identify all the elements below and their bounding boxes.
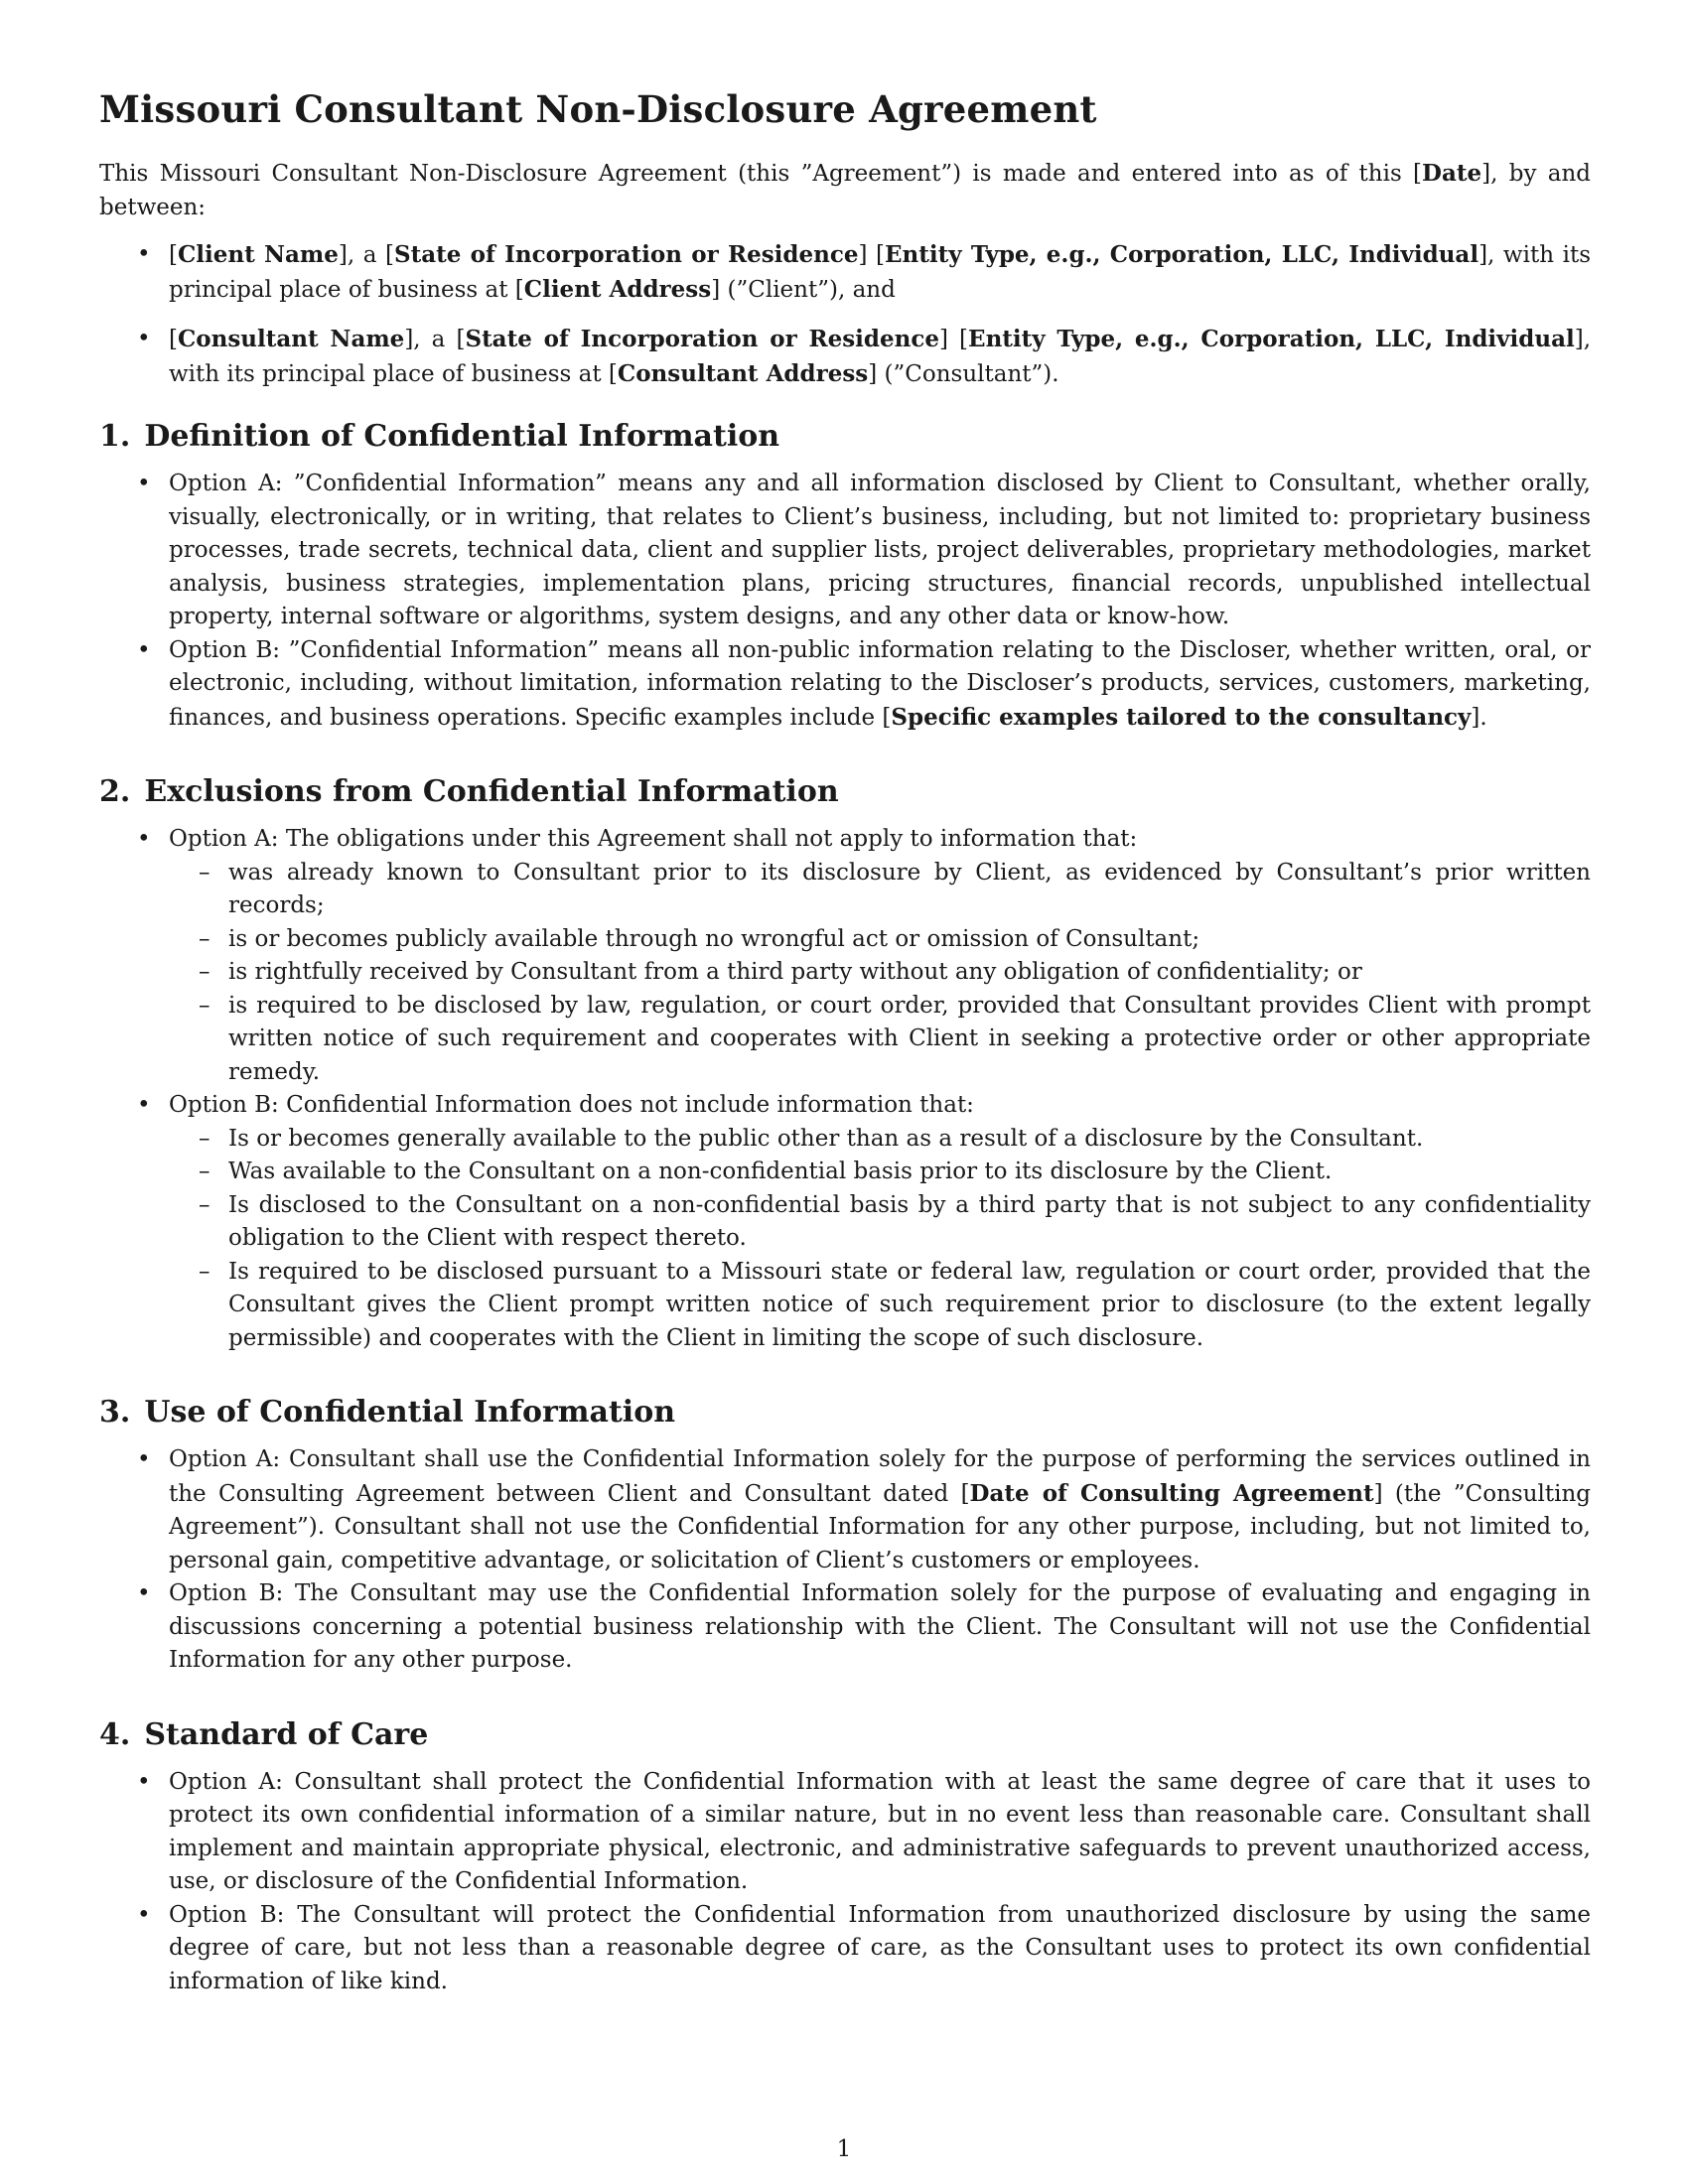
parties-list [99,238,1591,391]
section-2-option-a-list [169,857,1591,1090]
list-item: – Is disclosed to the Consultant on a non-confidential basis by a third party that is not subject to any confidentiality obligation to the Client with respect thereto. [169,1189,1591,1256]
date-placeholder: Date [1422,160,1482,187]
section-1-option-b: • Option B: ”Confidential Information” means all non-public information relating to the Discloser, whether written, oral, or electronic, including, without limitation, information relating to the Discloser’s products, services, customers, marketing, finances, and business operations. Specific examples include [Specific examples tailored to the consultancy]. [99,634,1591,736]
intro-paragraph: This Missouri Consultant Non-Disclosure Agreement (this ”Agreement”) is made and entered into as of this [Date], by and between: [99,160,1591,220]
party-client: • [Client Name], a [State of Incorporation or Residence] [Entity Type, e.g., Corporation, LLC, Individual], with its principal place of business at [Client Address] (”Client”), and [99,238,1591,307]
page-title: Missouri Consultant Non-Disclosure Agreement [99,87,1097,131]
list-item: – Was available to the Consultant on a non-confidential basis prior to its disclosure by the Client. [169,1156,1591,1189]
section-1-option-a: • Option A: ”Confidential Information” means any and all information disclosed by Client to Consultant, whether orally, visually, electronically, or in writing, that relates to Client’s business, including, but not limited to: proprietary business processes, trade secrets, technical data, client and supplier lists, project deliverables, proprietary methodologies, market analysis, business strategies, implementation plans, pricing structures, financial records, unpublished intellectual property, internal software or algorithms, system designs, and any other data or know-how. [99,468,1591,634]
section-3-option-a: • Option A: Consultant shall use the Confidential Information solely for the purpose of performing the services outlined in the Consulting Agreement between Client and Consultant dated [Date of Consulting Agreement] (the ”Consulting Agreement”). Consultant shall not use the Confidential Information for any other purpose, including, but not limited to, personal gain, competitive advantage, or solicitation of Client’s customers or employees. [99,1443,1591,1577]
section-3-heading: 3. Use of Confidential Information [99,1395,676,1430]
list-item: – Is required to be disclosed pursuant to a Missouri state or federal law, regulation or court order, provided that the Consultant gives the Client prompt written notice of such requirement prior to disclosure (to the extent legally permissible) and cooperates with the Client in limiting the scope of such disclosure. [169,1256,1591,1356]
list-item: – is or becomes publicly available through no wrongful act or omission of Consultant; [169,923,1591,957]
list-item: – is rightfully received by Consultant from a third party without any obligation of confidentiality; or [169,956,1591,990]
party-consultant: • [Consultant Name], a [State of Incorporation or Residence] [Entity Type, e.g., Corporation, LLC, Individual], with its principal place of business at [Consultant Address] (”Consultant”). [99,323,1591,391]
page-number: 1 [836,2136,852,2162]
section-2-option-a: • Option A: The obligations under this Agreement shall not apply to information that: – was already known to Consultant prior to its disclosure by Client, as evidenced by Consultant’s prior written records; – is or becomes publicly available through no wrongful act or omission of Consultant; – is rightfully received by Consultant from a third party without any obligation of confidentiality; or – is required to be disclosed by law, regulation, or court order, provided that Consultant provides Client with prompt written notice of such requirement and cooperates with Client in seeking a protective order or other appropriate remedy. [99,823,1591,1089]
section-3-options [99,1443,1591,1678]
section-4-options [99,1766,1591,1999]
section-4-option-a: • Option A: Consultant shall protect the Confidential Information with at least the same degree of care that it uses to protect its own confidential information of a similar nature, but in no event less than reasonable care. Consultant shall implement and maintain appropriate physical, electronic, and administrative safeguards to prevent unauthorized access, use, or disclosure of the Confidential Information. [99,1766,1591,1899]
section-2-options [99,823,1591,1355]
list-item: – Is or becomes generally available to the public other than as a result of a disclosure by the Consultant. [169,1123,1591,1157]
section-2-option-b-list [169,1123,1591,1356]
section-1-heading: 1. Definition of Confidential Information [99,419,780,454]
section-4-option-b: • Option B: The Consultant will protect the Confidential Information from unauthorized disclosure by using the same degree of care, but not less than a reasonable degree of care, as the Consultant uses to protect its own confidential information of like kind. [99,1899,1591,1999]
section-1-options [99,468,1591,735]
section-2-option-b: • Option B: Confidential Information does not include information that: – Is or becomes generally available to the public other than as a result of a disclosure by the Consultant. – Was available to the Consultant on a non-confidential basis prior to its disclosure by the Client. – Is disclosed to the Consultant on a non-confidential basis by a third party that is not subject to any confidentiality obligation to the Client with respect thereto. – Is required to be disclosed pursuant to a Missouri state or federal law, regulation or court order, provided that the Consultant gives the Client prompt written notice of such requirement prior to disclosure (to the extent legally permissible) and cooperates with the Client in limiting the scope of such disclosure. [99,1089,1591,1355]
document-page [99,87,1591,1998]
section-3-option-b: • Option B: The Consultant may use the Confidential Information solely for the purpose of evaluating and engaging in discussions concerning a potential business relationship with the Client. The Consultant will not use the Confidential Information for any other purpose. [99,1577,1591,1678]
list-item: – was already known to Consultant prior to its disclosure by Client, as evidenced by Consultant’s prior written records; [169,857,1591,923]
section-4-heading: 4. Standard of Care [99,1716,429,1752]
section-2-heading: 2. Exclusions from Confidential Information [99,774,839,809]
list-item: – is required to be disclosed by law, regulation, or court order, provided that Consultant provides Client with prompt written notice of such requirement and cooperates with Client in seeking a protective order or other appropriate remedy. [169,990,1591,1090]
